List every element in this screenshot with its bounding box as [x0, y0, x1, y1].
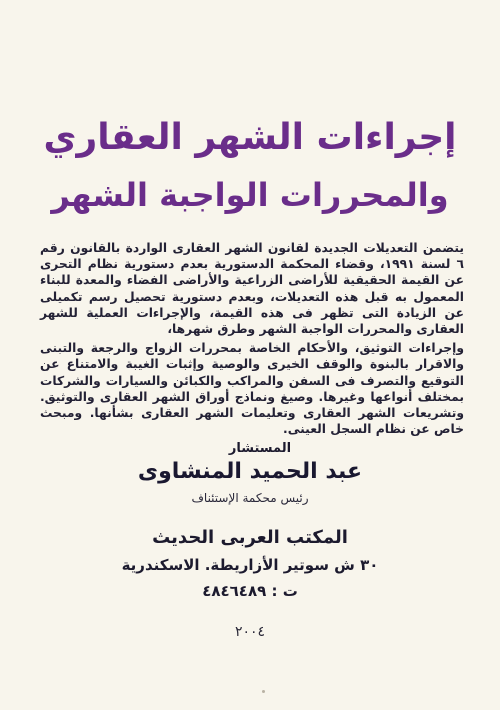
publisher-phone: ت : ٤٨٤٦٤٨٩: [202, 582, 298, 600]
author-title: رئيس محكمة الإستئناف: [191, 491, 309, 505]
author-name: عبد الحميد المنشاوى: [137, 459, 363, 484]
description-paragraph-1: يتضمن التعديلات الجديدة لقانون الشهر العقارى الواردة بالقانون رقم ٦ لسنة ١٩٩١، وقضاء المحكمة الدستورية بعدم دستورية نظام التحرى عن القيمة الحقيقية للأراضى الزراعية والأراضى الفضاء والمعدة للبناء المعمول به قبل هذه التعديلات، وبعدم دستورية تحصيل رسم تكميلى عن الزيادة التى تظهر فى هذه القيمة، والإجراءات العملية للشهر العقارى والمحررات الواجبة الشهر وطرق شهرها،: [40, 241, 464, 337]
book-title-line-1: إجراءات الشهر العقاري: [43, 117, 457, 158]
author-role: المستشار: [228, 441, 292, 456]
publisher-name: المكتب العربى الحديث: [152, 527, 348, 548]
publisher-address: ٣٠ ش سوتير الأزاريطة. الاسكندرية: [121, 556, 379, 574]
book-description: [40, 240, 464, 440]
description-paragraph-2: وإجراءات التوثيق، والأحكام الخاصة بمحررات الزواج والرجعة والتبنى والاقرار بالبنوة والوقف الخيرى والوصية وإثبات الغيبة والامتناع عن التوقيع والتصرف فى السفن والمراكب والكبائن والسيارات والشركات بمختلف أنواعها وغيرها. وصيغ ونماذج أوراق الشهر العقارى والتوثيق. وتشريعات الشهر العقارى وتعليمات الشهر العقارى بشأنها. ومبحث خاص عن نظام السجل العينى.: [40, 341, 464, 437]
paper-speck: [262, 690, 265, 693]
publication-year: ٢٠٠٤: [234, 624, 266, 640]
book-title-line-2: والمحررات الواجبة الشهر: [51, 176, 449, 214]
